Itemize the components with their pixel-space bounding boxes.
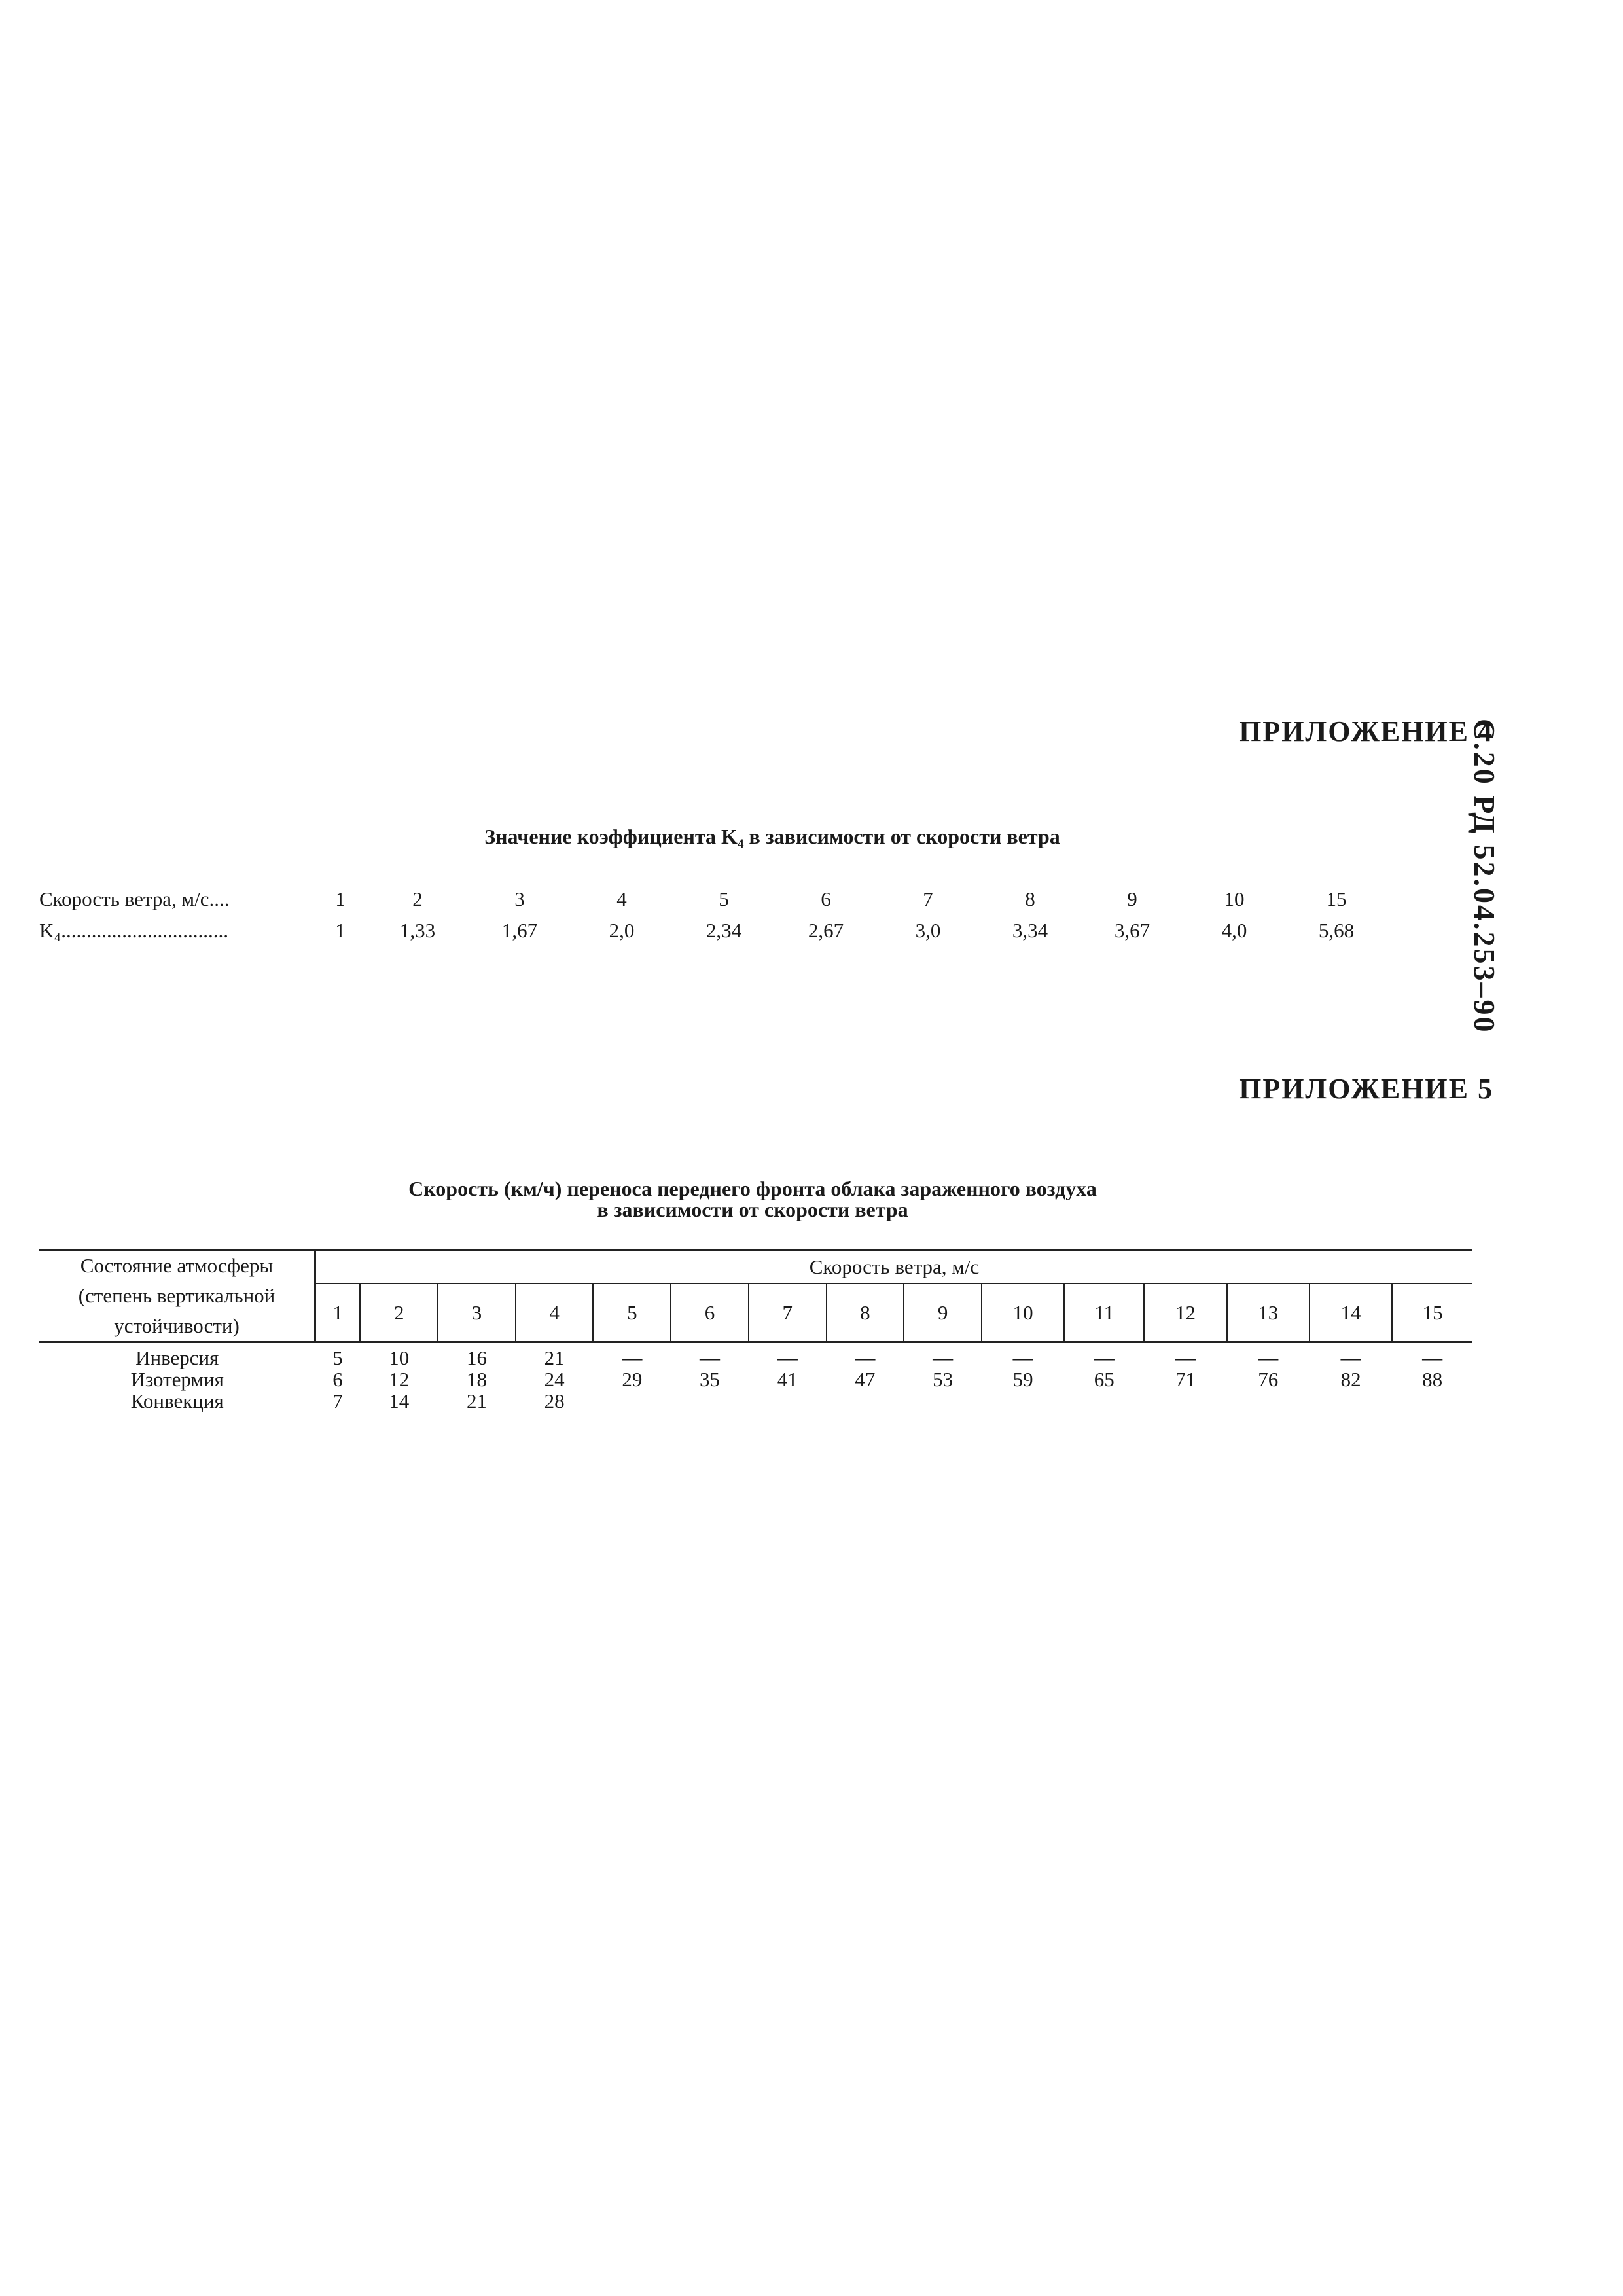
k4-cell: 7	[923, 888, 933, 910]
speed-column-header: 14	[1310, 1283, 1392, 1342]
speed-column-header: 12	[1144, 1283, 1226, 1342]
table-cell: —	[1175, 1346, 1196, 1369]
table-cell: —	[622, 1346, 643, 1369]
k4-cell: 3,67	[1114, 919, 1150, 942]
table-header-row	[39, 1250, 1472, 1284]
k4-cell: 3,0	[915, 919, 941, 942]
table-cell: 21	[544, 1346, 565, 1369]
speed-column-header: 6	[671, 1283, 749, 1342]
table-row	[39, 1369, 1472, 1390]
k4-row-label: K₄.................................	[39, 919, 228, 942]
table-cell	[904, 1390, 982, 1412]
k4-cell: 8	[1025, 888, 1035, 910]
k4-cell: 2	[412, 888, 423, 910]
k4-cell: 1	[335, 888, 346, 910]
speed-column-header: 15	[1392, 1283, 1472, 1342]
cloud-speed-table	[39, 1249, 1472, 1412]
table-cell: —	[855, 1346, 876, 1369]
speed-column-header: 10	[982, 1283, 1064, 1342]
table-cell: —	[1340, 1346, 1361, 1369]
k4-cell: 10	[1224, 888, 1245, 910]
atmosphere-state-label: Инверсия	[135, 1346, 219, 1369]
table-cell	[1227, 1390, 1310, 1412]
speed-column-header: 9	[904, 1283, 982, 1342]
table-cell: 88	[1422, 1368, 1443, 1391]
table-cell: —	[1012, 1346, 1033, 1369]
k4-cell: 2,34	[705, 919, 742, 942]
speed-column-header: 3	[438, 1283, 516, 1342]
table-cell: —	[700, 1346, 721, 1369]
atmosphere-state-label: Конвекция	[130, 1390, 224, 1412]
table-cell	[1064, 1390, 1144, 1412]
table-cell: 21	[466, 1390, 487, 1412]
table-cell	[593, 1390, 671, 1412]
k4-cell: 5,68	[1318, 919, 1355, 942]
table-cell: 10	[389, 1346, 410, 1369]
table-row	[39, 1342, 1472, 1369]
wind-speed-header: Скорость ветра, м/с	[315, 1250, 1473, 1284]
speed-column-header: 2	[360, 1283, 438, 1342]
k4-cell: 2,67	[808, 919, 844, 942]
table-cell: 76	[1258, 1368, 1279, 1391]
k4-cell: 1	[335, 919, 346, 942]
table-cell	[982, 1390, 1064, 1412]
table-cell: 14	[389, 1390, 410, 1412]
table-cell: —	[1422, 1346, 1443, 1369]
table-cell: —	[933, 1346, 954, 1369]
k4-cell: 3	[514, 888, 525, 910]
appendix-5-caption-line: в зависимости от скорости ветра	[597, 1198, 908, 1221]
table-cell	[1392, 1390, 1472, 1412]
table-cell: 82	[1340, 1368, 1361, 1391]
table-cell: 16	[466, 1346, 487, 1369]
page-side-header: С.20 РД 52.04.253–90	[1468, 719, 1501, 1034]
speed-column-header: 4	[516, 1283, 594, 1342]
speed-column-header: 8	[827, 1283, 904, 1342]
k4-cell: 4,0	[1221, 919, 1247, 942]
table-cell	[1310, 1390, 1392, 1412]
table-cell	[749, 1390, 827, 1412]
state-header-line: (степень вертикальной	[78, 1284, 276, 1307]
k4-cell: 6	[821, 888, 831, 910]
table-cell: 29	[622, 1368, 643, 1391]
appendix-5-caption-line: Скорость (км/ч) переноса переднего фронта облака зараженного воздуха	[408, 1177, 1097, 1200]
k4-cell: 4	[616, 888, 627, 910]
table-cell: 47	[855, 1368, 876, 1391]
speed-column-header: 11	[1064, 1283, 1144, 1342]
table-cell	[1144, 1390, 1226, 1412]
k4-cell: 15	[1326, 888, 1347, 910]
k4-cell: 1,67	[501, 919, 538, 942]
k4-row-label: Скорость ветра, м/с....	[39, 888, 230, 910]
table-cell: 53	[933, 1368, 954, 1391]
appendix-5-caption	[327, 1178, 1178, 1220]
table-cell: 41	[777, 1368, 798, 1391]
table-cell	[827, 1390, 904, 1412]
table-cell: 71	[1175, 1368, 1196, 1391]
state-header-line: Состояние атмосферы	[80, 1254, 274, 1277]
table-cell: 7	[332, 1390, 343, 1412]
atmosphere-state-label: Изотермия	[130, 1368, 224, 1391]
appendix-5-title: ПРИЛОЖЕНИЕ 5	[1239, 1073, 1493, 1105]
table-cell: 24	[544, 1368, 565, 1391]
table-cell: 35	[700, 1368, 721, 1391]
k4-table-row	[39, 915, 1387, 946]
k4-cell: 9	[1127, 888, 1137, 910]
table-cell: 18	[466, 1368, 487, 1391]
table-cell: 59	[1012, 1368, 1033, 1391]
speed-column-header: 1	[315, 1283, 361, 1342]
speed-column-header: 13	[1227, 1283, 1310, 1342]
table-cell: 5	[332, 1346, 343, 1369]
table-cell: 6	[332, 1368, 343, 1391]
table-cell: 65	[1094, 1368, 1115, 1391]
k4-table	[39, 884, 1387, 946]
appendix-4-caption: Значение коэффициента K₄ в зависимости от скорости ветра	[484, 825, 1060, 848]
appendix-4-title: ПРИЛОЖЕНИЕ 4	[1239, 715, 1493, 747]
table-cell: —	[777, 1346, 798, 1369]
k4-table-row	[39, 884, 1387, 915]
k4-cell: 5	[719, 888, 729, 910]
table-row	[39, 1390, 1472, 1412]
table-cell: —	[1094, 1346, 1115, 1369]
table-body	[39, 1342, 1472, 1412]
k4-cell: 2,0	[609, 919, 635, 942]
speed-column-header: 5	[593, 1283, 671, 1342]
table-cell	[671, 1390, 749, 1412]
table-cell: 28	[544, 1390, 565, 1412]
state-column-header	[39, 1250, 315, 1342]
table-cell: —	[1258, 1346, 1279, 1369]
speed-column-header: 7	[749, 1283, 827, 1342]
k4-cell: 3,34	[1012, 919, 1048, 942]
table-cell: 12	[389, 1368, 410, 1391]
k4-cell: 1,33	[399, 919, 436, 942]
state-header-line: устойчивости)	[114, 1314, 240, 1337]
